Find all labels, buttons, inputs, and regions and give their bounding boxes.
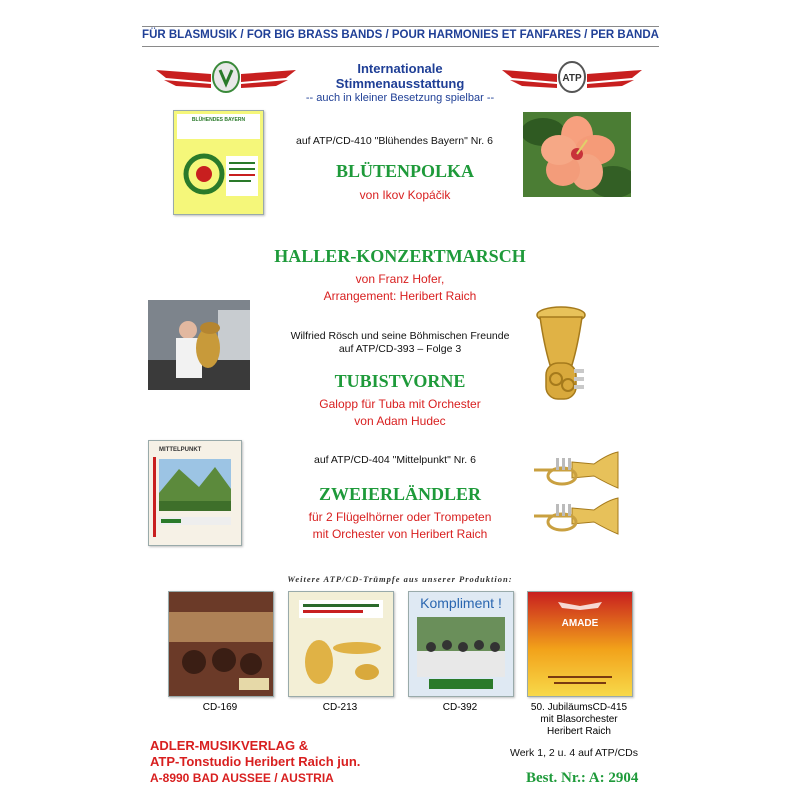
cd-392-cover-title: Kompliment ! bbox=[420, 595, 502, 611]
cd-415-label bbox=[517, 702, 641, 738]
cover-mittelpunkt-title: MITTELPUNKT bbox=[159, 447, 202, 453]
more-cds-heading: Weitere ATP/CD-Trümpfe aus unserer Produktion: bbox=[287, 574, 513, 584]
piece-4-composer: mit Orchester von Heribert Raich bbox=[312, 527, 488, 541]
flugelhorn-top-icon bbox=[532, 448, 620, 492]
top-rule bbox=[142, 26, 659, 27]
cd-415-label-3: Heribert Raich bbox=[547, 726, 611, 737]
cd-415-cover[interactable] bbox=[527, 591, 633, 697]
footer-werk-note: Werk 1, 2 u. 4 auf ATP/CDs bbox=[510, 747, 638, 759]
tuba-player-photo bbox=[148, 300, 250, 390]
piece-3-composer: von Adam Hudec bbox=[354, 414, 446, 428]
svg-text:ATP: ATP bbox=[562, 73, 582, 84]
piece-2-composer: von Franz Hofer, bbox=[355, 272, 445, 286]
piece-4-source: auf ATP/CD-404 "Mittelpunkt" Nr. 6 bbox=[314, 454, 476, 466]
piece-1-title: BLÜTENPOLKA bbox=[335, 161, 475, 181]
piece-3-artist: Wilfried Rösch und seine Böhmischen Freunde bbox=[290, 330, 510, 342]
piece-1-composer: von Ikov Kopáčik bbox=[359, 188, 451, 202]
piece-2-arranger: Arrangement: Heribert Raich bbox=[323, 289, 477, 303]
header-title-1: Internationale bbox=[357, 61, 443, 76]
cd-169-cover[interactable] bbox=[168, 591, 274, 697]
mittelpunkt-landscape-icon bbox=[149, 453, 241, 543]
tuba-icon bbox=[528, 305, 594, 410]
horn-emblem-icon bbox=[174, 142, 263, 212]
header-title-2: Stimmenausstattung bbox=[335, 76, 465, 91]
cover-mittelpunkt bbox=[148, 440, 242, 546]
cd-415-label-1: 50. JubiläumsCD-415 bbox=[530, 702, 628, 713]
flugelhorn-bottom-icon bbox=[532, 494, 620, 538]
banner-text: FÜR BLASMUSIK / FOR BIG BRASS BANDS / POUR HARMONIES ET FANFARES / PER BANDA bbox=[142, 29, 659, 41]
hibiscus-photo bbox=[523, 112, 631, 197]
piece-2-title: HALLER-KONZERTMARSCH bbox=[274, 246, 526, 266]
header-subtitle: -- auch in kleiner Besetzung spielbar -- bbox=[305, 92, 495, 104]
piece-3-source: auf ATP/CD-393 – Folge 3 bbox=[338, 343, 462, 355]
cd-213-cover[interactable] bbox=[288, 591, 394, 697]
footer-address: A-8990 BAD AUSSEE / AUSTRIA bbox=[150, 771, 334, 785]
piece-3-subtitle: Galopp für Tuba mit Orchester bbox=[319, 397, 481, 411]
cover-bluehendes-bayern-title: BLÜHENDES BAYERN bbox=[177, 114, 260, 139]
cover-bluehendes-bayern bbox=[173, 110, 264, 215]
footer-publisher-1: ADLER-MUSIKVERLAG & bbox=[150, 738, 309, 753]
piece-4-subtitle: für 2 Flügelhörner oder Trompeten bbox=[308, 510, 492, 524]
right-wing-logo bbox=[502, 60, 642, 94]
footer-publisher-2: ATP-Tonstudio Heribert Raich jun. bbox=[150, 754, 361, 769]
piece-3-title: TUBISTVORNE bbox=[334, 371, 466, 391]
order-number: Best. Nr.: A: 2904 bbox=[526, 770, 639, 786]
cd-213-label: CD-213 bbox=[322, 702, 358, 713]
cd-392-label: CD-392 bbox=[442, 702, 478, 713]
cd-392-cover[interactable] bbox=[408, 591, 514, 697]
cd-169-label: CD-169 bbox=[202, 702, 238, 713]
banner-rule bbox=[142, 46, 659, 47]
cd-415-cover-title: AMADE bbox=[561, 618, 599, 629]
cd-415-label-2: mit Blasorchester bbox=[540, 714, 618, 725]
piece-1-source: auf ATP/CD-410 "Blühendes Bayern" Nr. 6 bbox=[296, 135, 493, 147]
piece-4-title: ZWEIERLÄNDLER bbox=[318, 484, 482, 504]
left-wing-logo bbox=[156, 60, 296, 94]
